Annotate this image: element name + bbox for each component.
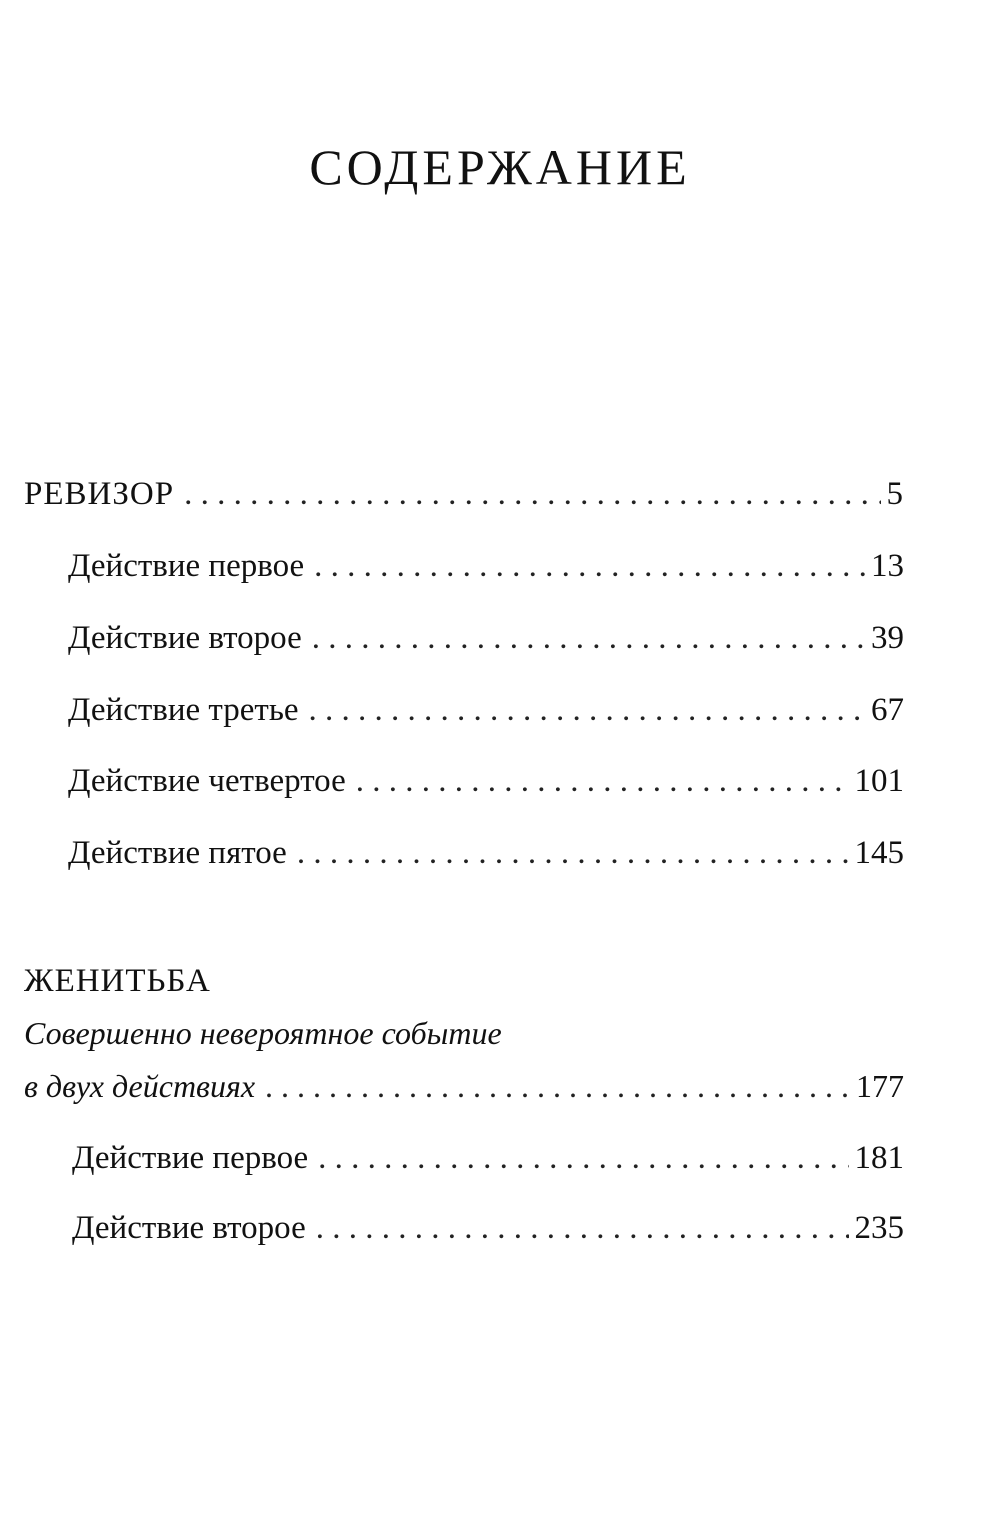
toc-entry-act[interactable] bbox=[72, 1212, 904, 1245]
toc-entry-label: Действие четвертое bbox=[68, 763, 346, 799]
toc-entry-act[interactable] bbox=[68, 765, 904, 798]
toc-page-number: 145 bbox=[854, 835, 904, 871]
dot-leader bbox=[316, 1212, 849, 1245]
toc-page-number: 101 bbox=[854, 763, 904, 799]
toc-entry-label: Действие второе bbox=[68, 620, 302, 656]
toc-entry-act[interactable] bbox=[68, 550, 904, 583]
toc-entry-zhenitba-heading[interactable]: ЖЕНИТЬБА bbox=[24, 963, 211, 999]
dot-leader bbox=[265, 1070, 850, 1102]
toc-page-number: 39 bbox=[871, 620, 904, 656]
toc-entry-act[interactable] bbox=[68, 837, 904, 870]
toc-page-number: 177 bbox=[856, 1068, 904, 1104]
page-title: СОДЕРЖАНИЕ bbox=[309, 139, 691, 195]
toc-entry-label: Действие первое bbox=[68, 548, 305, 584]
toc-page-number: 235 bbox=[854, 1210, 904, 1246]
toc-entry-label: Действие второе bbox=[72, 1210, 306, 1246]
toc-entry-label: в двух действиях bbox=[24, 1068, 256, 1104]
dot-leader bbox=[356, 765, 849, 798]
toc-page-number: 181 bbox=[854, 1140, 904, 1176]
dot-leader bbox=[309, 694, 865, 727]
dot-leader bbox=[184, 478, 880, 511]
dot-leader bbox=[297, 837, 849, 870]
toc-entry-zhenitba[interactable] bbox=[24, 1070, 904, 1102]
toc-page-number: 67 bbox=[871, 692, 904, 728]
dot-leader bbox=[314, 550, 865, 583]
toc-entry-label: РЕВИЗОР bbox=[24, 476, 175, 512]
dot-leader bbox=[318, 1142, 848, 1175]
toc-entry-label: Действие пятое bbox=[68, 835, 287, 871]
toc-entry-revizor[interactable] bbox=[24, 478, 904, 511]
toc-entry-act[interactable] bbox=[68, 694, 904, 727]
toc-entry-act[interactable] bbox=[72, 1142, 904, 1175]
toc-entry-subtitle: Совершенно невероятное событие bbox=[24, 1015, 502, 1051]
toc-page-number: 13 bbox=[871, 548, 904, 584]
toc-entry-label: Действие третье bbox=[68, 692, 299, 728]
dot-leader bbox=[312, 622, 865, 655]
toc-page-number: 5 bbox=[886, 476, 904, 512]
toc-entry-act[interactable] bbox=[68, 622, 904, 655]
toc-entry-label: Действие первое bbox=[72, 1140, 309, 1176]
